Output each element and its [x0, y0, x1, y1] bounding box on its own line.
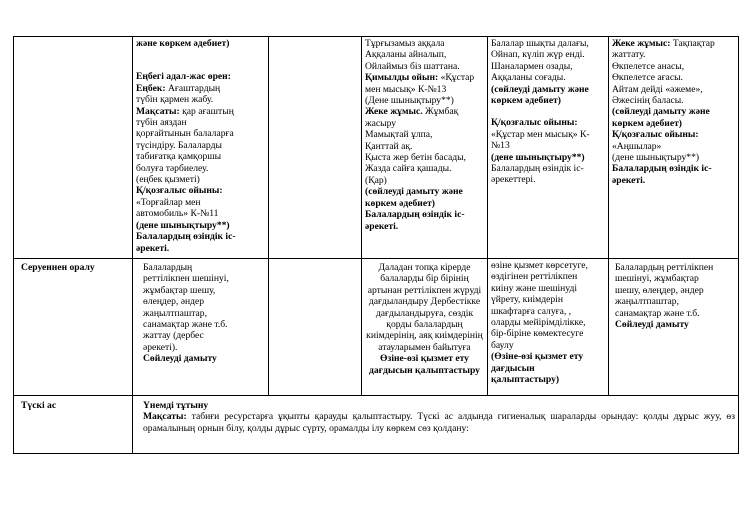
- text-line: [612, 38, 735, 49]
- row2-col6-cell: [609, 259, 739, 396]
- text-line: (дене шынықтыру**): [612, 152, 700, 164]
- text-line: Балалардың өзіндік іс-: [365, 209, 465, 221]
- text-line: атауларымен байытуға: [378, 341, 471, 353]
- text-line: қорғайтынын балаларға: [136, 128, 234, 140]
- text-line: Балалардың: [143, 262, 193, 273]
- goal-paragraph: [143, 411, 735, 434]
- text-line: Өзіне-өзі қызмет ету: [380, 353, 469, 365]
- text-line: Қ/қозғалыс ойыны:: [612, 129, 699, 141]
- text-line: әрекеті.: [136, 242, 170, 254]
- text-line: дағдыландыруға, сөздік: [375, 307, 474, 319]
- text-line: жасыру: [365, 117, 397, 129]
- text-line: дағдысын қалыптастыру: [369, 364, 480, 376]
- bold-lead: Жеке жұмыс.: [365, 106, 423, 118]
- row2-label-cell: [14, 259, 133, 396]
- text-line: артынан реттілікпен жүруді: [367, 284, 482, 296]
- text-line: оларды мейірімділікке,: [491, 317, 586, 329]
- section-heading: Үнемді тұтыну: [143, 400, 209, 411]
- text-line: шешу, өлеңдер, әндер: [615, 284, 704, 296]
- text-line: жұмбақтар шешу,: [143, 284, 216, 296]
- text-line: өздігінен реттілікпен: [491, 271, 578, 283]
- text-line: қалыптастыру): [491, 374, 560, 386]
- row1-col5-cell: [488, 37, 609, 259]
- text-line: (еңбек қызметі): [136, 174, 200, 186]
- text-line: түбін қармен жабу.: [136, 94, 214, 106]
- text-line: Сөйлеуді дамыту: [615, 319, 689, 331]
- line-rest: Ағаштардың: [165, 82, 221, 94]
- row2-col4-cell: [362, 259, 488, 396]
- table-row: [14, 259, 739, 396]
- text-line: Ойнап, күліп жүр енді.: [491, 49, 585, 61]
- text-line: әрекеттері.: [491, 174, 536, 186]
- text-line: табиғатқа қамқоршы: [136, 151, 222, 163]
- text-line: Еңбегі адал-жас өрен:: [136, 71, 231, 83]
- text-line: баулу: [491, 339, 514, 351]
- text-line: (сөйлеуді дамыту және: [612, 106, 710, 118]
- text-line: жаттату.: [612, 49, 646, 61]
- row1-col3-cell: [269, 37, 362, 259]
- text-line: Қыста жер бетін басады,: [365, 152, 466, 164]
- text-line: Шаналармен озады,: [491, 60, 573, 72]
- row1-col4-cell: [362, 37, 488, 259]
- line-rest: Жұмбақ: [422, 106, 459, 118]
- text-line: киіну және шешінуді: [491, 282, 578, 294]
- text-line: Айтам дейді «әжеме»,: [612, 83, 703, 95]
- text-line: [136, 83, 265, 94]
- text-line: [136, 106, 265, 117]
- line-rest: қар ағаштың: [179, 105, 234, 117]
- bold-lead: Еңбек:: [136, 82, 166, 94]
- text-line: [491, 106, 605, 117]
- text-line: Өкпелетсе ағасы.: [612, 72, 683, 84]
- text-line: Қ/қозғалыс ойыны:: [136, 185, 223, 197]
- row-label: Түскі ас: [21, 400, 57, 411]
- text-line: реттілікпен шешінуі,: [143, 273, 229, 285]
- text-line: «Торғайлар мен: [136, 196, 201, 208]
- bold-lead: Қимылды ойын:: [365, 72, 439, 84]
- row2-col5-cell: [488, 259, 609, 396]
- text-line: (дене шынықтыру**): [491, 151, 585, 163]
- row-label: Серуеннен оралу: [21, 262, 95, 273]
- line-rest: Тақпақтар: [670, 38, 715, 49]
- text-line: (Дене шынықтыру**): [365, 95, 454, 107]
- table-row: [14, 37, 739, 259]
- goal-label: Мақсаты:: [143, 411, 187, 423]
- text-line: (Өзіне-өзі қызмет ету: [491, 351, 584, 363]
- text-line: жаңылтпаштар,: [615, 296, 679, 308]
- text-line: [136, 60, 265, 71]
- schedule-page: [13, 36, 738, 463]
- text-line: әрекеті).: [143, 341, 178, 353]
- text-line: әрекеті.: [365, 220, 399, 232]
- text-line: санамақтар және т.б.: [615, 307, 700, 319]
- text-line: Қанттай ақ.: [365, 140, 413, 152]
- text-line: өзіне қызмет көрсетуге,: [491, 260, 588, 271]
- bold-lead: Жеке жұмыс:: [612, 38, 671, 49]
- text-line: Тұрғызамыз аққала: [365, 38, 445, 49]
- text-line: көркем әдебиет): [491, 95, 561, 107]
- text-line: Балалардың өзіндік іс-: [136, 231, 236, 243]
- text-line: дағдысын: [491, 362, 535, 374]
- text-line: [365, 106, 484, 117]
- text-line: [365, 72, 484, 83]
- row3-label-cell: [14, 396, 133, 454]
- text-line: «Аңшылар»: [612, 140, 662, 152]
- text-line: Балалардың өзіндік іс-: [612, 163, 712, 175]
- text-line: шкафтарға салуға, ,: [491, 305, 572, 317]
- text-line: үйрету, киімдерін: [491, 294, 563, 306]
- text-line: автомобиль» К-№11: [136, 208, 219, 220]
- row1-col2-cell: [133, 37, 269, 259]
- text-line: түсіндіру. Балаларды: [136, 139, 222, 151]
- text-line: болуға тәрбиелеу.: [136, 162, 209, 174]
- text-line: киімдерінің, аяқ киімдерінің: [366, 330, 483, 342]
- row1-col6-cell: [609, 37, 739, 259]
- text-line: Аққаланы айналып,: [365, 49, 447, 61]
- text-line: жаттау (дербес: [143, 330, 204, 342]
- text-line: әрекеті.: [612, 174, 646, 186]
- text-line: Әжесінің баласы.: [612, 95, 684, 107]
- text-line: қорды балалардың: [386, 319, 463, 331]
- text-line: №13: [491, 140, 510, 152]
- text-line: жаңылтпаштар,: [143, 307, 207, 319]
- row2-col2-cell: [133, 259, 269, 396]
- text-line: (сөйлеуді дамыту және: [491, 83, 589, 95]
- bold-lead: Мақсаты:: [136, 105, 180, 117]
- text-line: Жазда сайға қашады.: [365, 163, 452, 175]
- text-line: көркем әдебиет): [612, 117, 682, 129]
- text-line: Өкпелетсе анасы,: [612, 60, 685, 72]
- text-line: Ойлаймыз біз шаттана.: [365, 60, 460, 72]
- text-line: шешінуі, жұмбақтар: [615, 273, 699, 285]
- line-rest: «Құстар: [438, 72, 475, 84]
- row1-label-cell: [14, 37, 133, 259]
- text-line: Даладан топқа кірерде: [378, 262, 471, 273]
- text-line: (дене шынықтыру**): [136, 219, 230, 231]
- text-line: Қ/қозғалыс ойыны:: [491, 117, 578, 129]
- text-line: өлеңдер, әндер: [143, 296, 205, 308]
- table-row: [14, 396, 739, 454]
- text-line: балаларды бір бірінің: [380, 273, 469, 285]
- text-line: Сөйлеуді дамыту: [143, 353, 217, 365]
- goal-text: табиғи ресурстарға ұқыпты қарауды қалыптастыру. Түскі ас алдында гигиеналық шараларды орындау: қолды дұрыс жуу, өз орамалының орнын білу, қолды дұрыс сүрту, орамалды ілу көркем сөз қолдану:: [143, 411, 735, 434]
- text-line: «Құстар мен мысық» К-: [491, 128, 590, 140]
- text-line: бір-біріне көмектесуге: [491, 328, 584, 340]
- schedule-table: [13, 36, 739, 454]
- text-line: Балалардың реттілікпен: [615, 262, 714, 273]
- text-line: Аққаланы соғады.: [491, 72, 566, 84]
- text-line: және көркем әдебиет): [136, 38, 230, 49]
- text-line: Балалардың өзіндік іс-: [491, 163, 584, 175]
- text-line: санамақтар және т.б.: [143, 319, 228, 331]
- row2-col3-cell: [269, 259, 362, 396]
- text-line: (сөйлеуді дамыту және: [365, 186, 463, 198]
- text-line: көркем әдебиет): [365, 197, 435, 209]
- text-line: Мамықтай ұлпа,: [365, 129, 433, 141]
- text-line: түбін аяздан: [136, 117, 187, 129]
- text-line: Балалар шықты далағы,: [491, 38, 589, 49]
- text-line: дағдыландыру Дербестікке: [368, 296, 481, 308]
- text-line: (Қар): [365, 174, 387, 186]
- row3-content-cell: [133, 396, 739, 454]
- text-line: [136, 49, 265, 60]
- text-line: мен мысық» К-№13: [365, 83, 447, 95]
